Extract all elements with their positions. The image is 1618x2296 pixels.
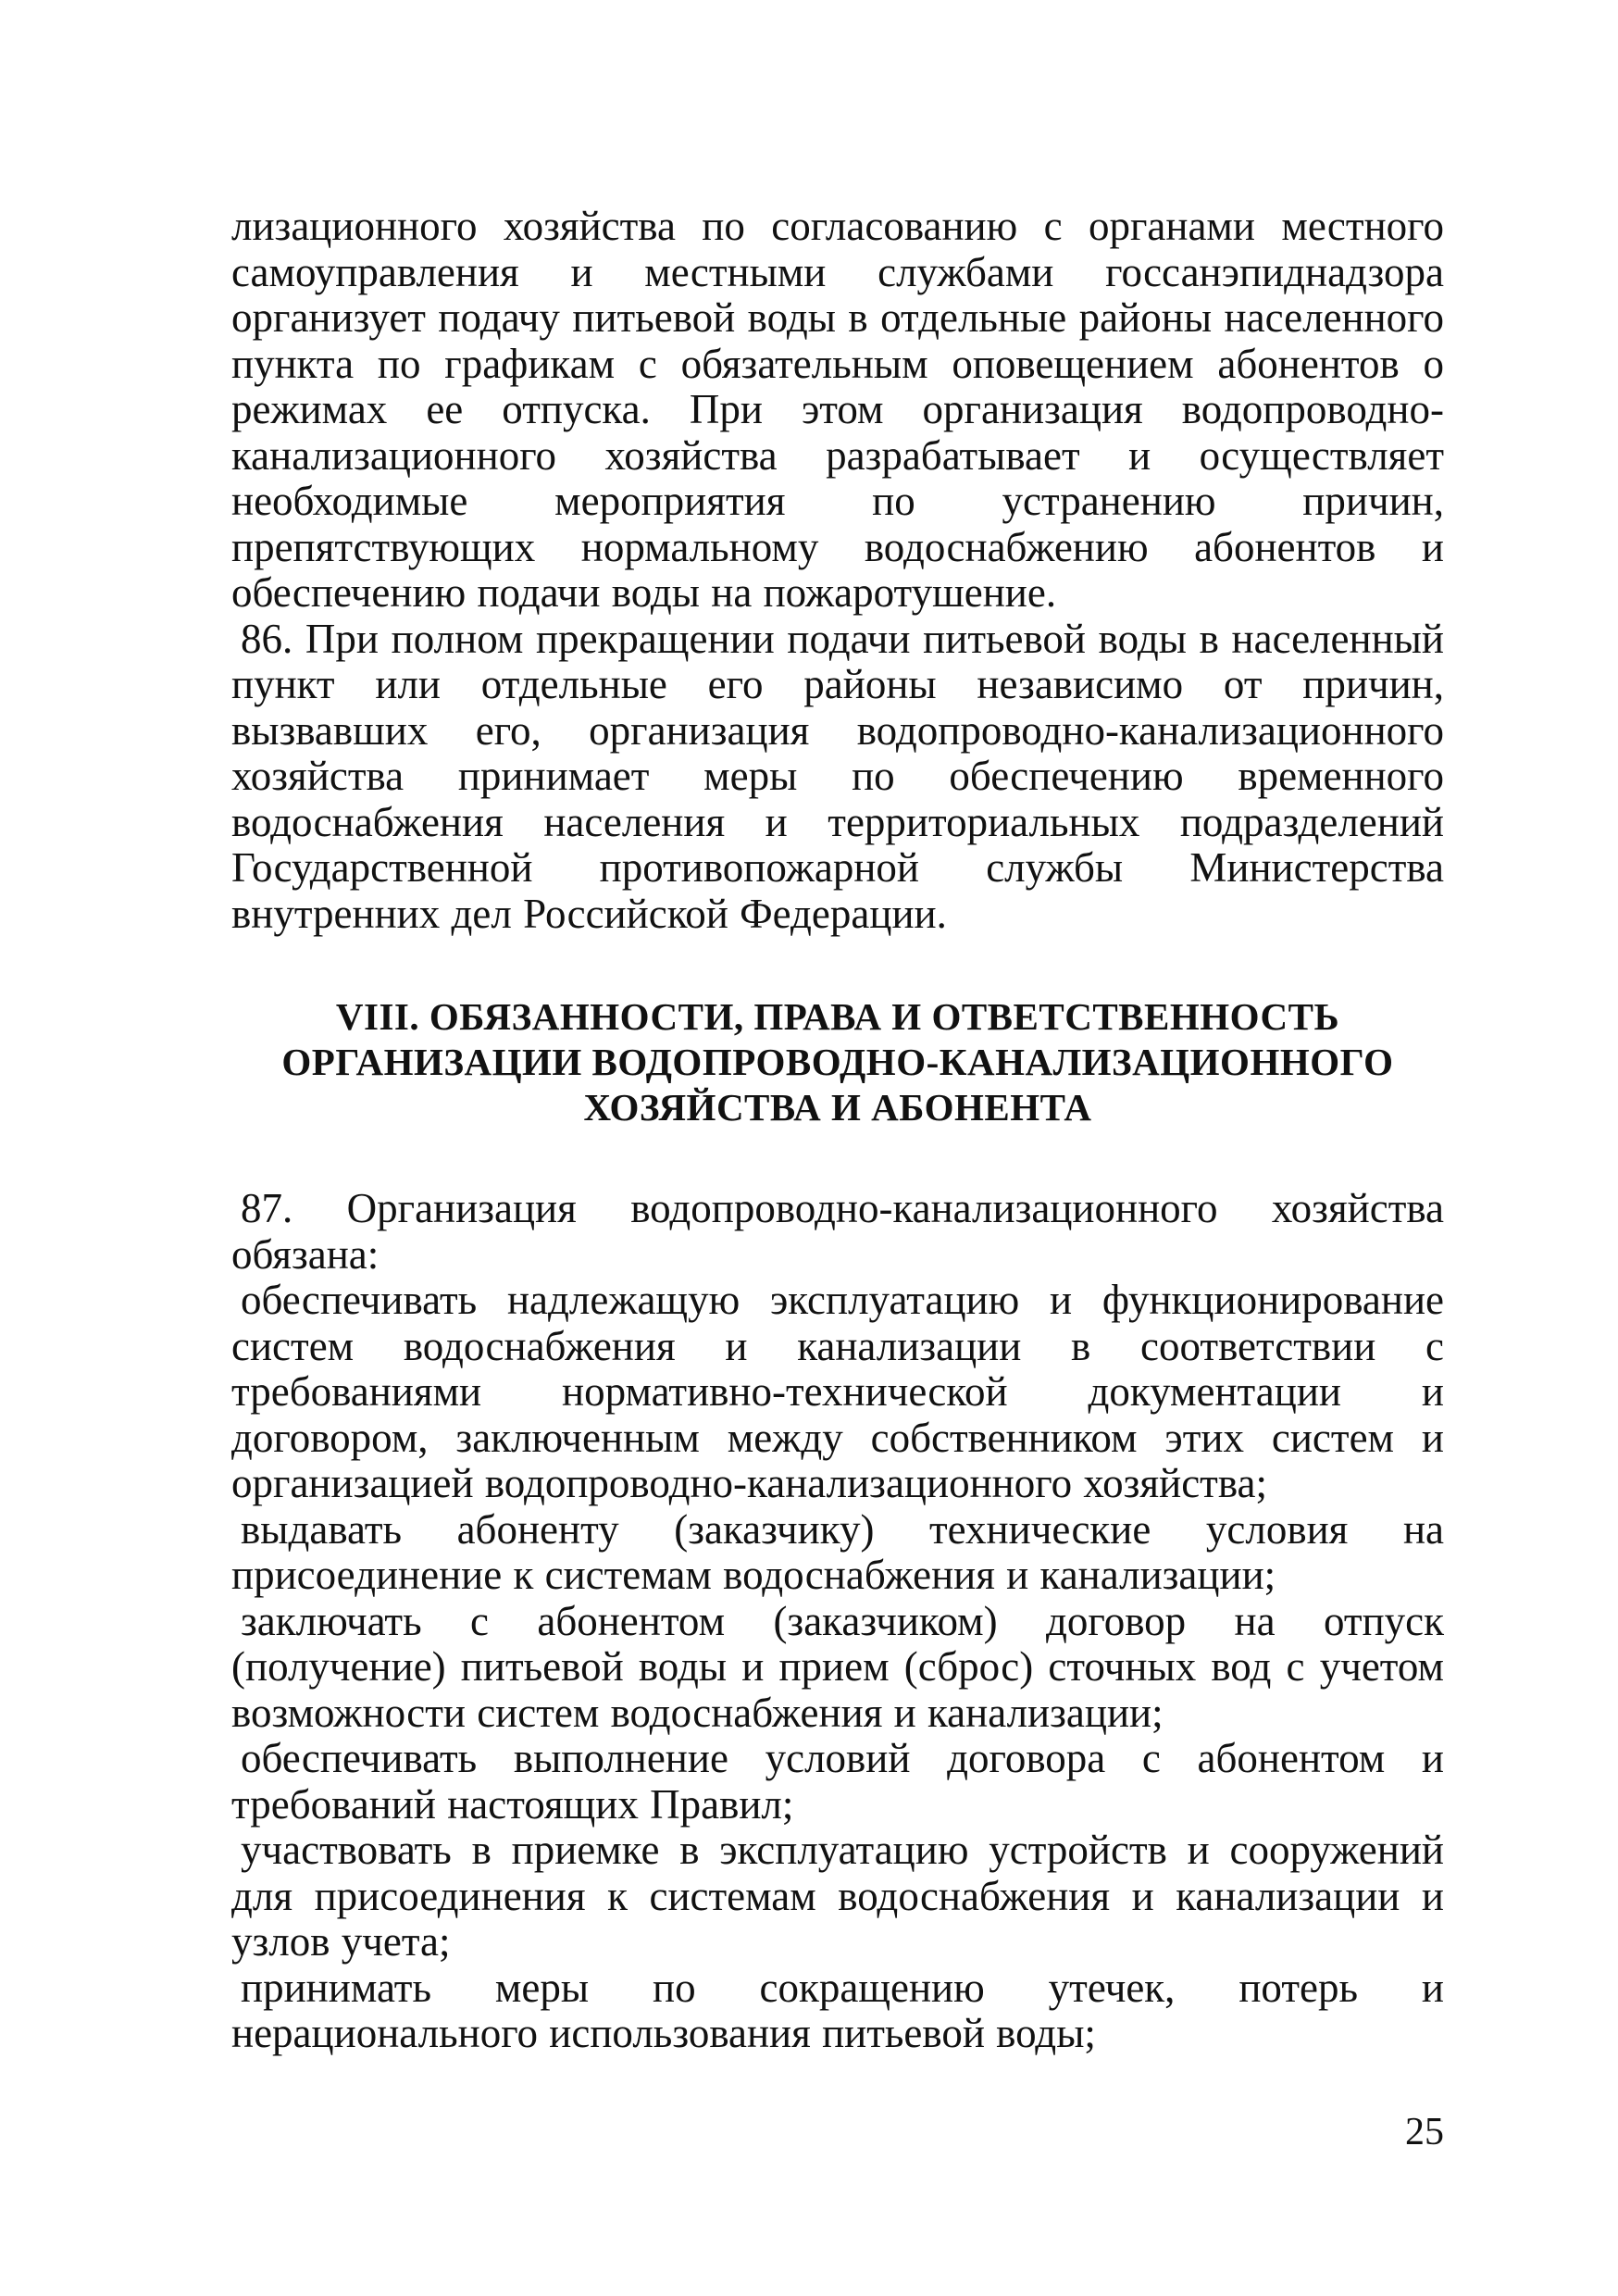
page-number: 25 [1405,2111,1444,2153]
list-item-duty: обеспечивать надлежащую эксплуатацию и функционирование систем водоснабжения и канализации в соответствии с требованиями нормативно-технической документации и договором, заключенным между собственником этих систем и организацией водопроводно-канализационного хозяйства; [231,1277,1444,1506]
section-heading [231,994,1444,1130]
document-page [231,204,1444,2057]
paragraph-item-87: 87. Организация водопроводно-канализационного хозяйства обязана: [231,1185,1444,1278]
section-heading-line-3: ХОЗЯЙСТВА И АБОНЕНТА [583,1086,1092,1129]
section-heading-line-1: VIII. ОБЯЗАННОСТИ, ПРАВА И ОТВЕТСТВЕННОСТЬ [335,995,1340,1038]
list-item-duty: принимать меры по сокращению утечек, потерь и нерационального использования питьевой воды; [231,1964,1444,2056]
list-item-duty: обеспечивать выполнение условий договора с абонентом и требований настоящих Правил; [231,1735,1444,1828]
paragraph-continuation: лизационного хозяйства по согласованию с органами местного самоуправления и местными службами госсанэпиднадзора организует подачу питьевой воды в отдельные районы населенного пункта по графикам с обязательным оповещением абонентов о режимах ее отпуска. При этом организация водопроводно-канализационного хозяйства разрабатывает и осуществляет необходимые мероприятия по устранению причин, препятствующих нормальному водоснабжению абонентов и обеспечению подачи воды на пожаротушение. [231,203,1444,616]
paragraph-item-86: 86. При полном прекращении подачи питьевой воды в населенный пункт или отдельные его районы независимо от причин, вызвавших его, организация водопроводно-канализационного хозяйства принимает меры по обеспечению временного водоснабжения населения и территориальных подразделений Государственной противопожарной службы Министерства внутренних дел Российской Федерации. [231,615,1444,937]
list-item-duty: заключать с абонентом (заказчиком) договор на отпуск (получение) питьевой воды и прием (сброс) сточных вод с учетом возможности систем водоснабжения и канализации; [231,1597,1444,1736]
spacer [231,1130,1444,1186]
list-item-duty: выдавать абоненту (заказчику) технические условия на присоединение к системам водоснабжения и канализации; [231,1505,1444,1598]
spacer [231,937,1444,994]
section-heading-line-2: ОРГАНИЗАЦИИ ВОДОПРОВОДНО-КАНАЛИЗАЦИОННОГО [281,1041,1394,1083]
list-item-duty: участвовать в приемке в эксплуатацию устройств и сооружений для присоединения к системам водоснабжения и канализации и узлов учета; [231,1827,1444,1965]
